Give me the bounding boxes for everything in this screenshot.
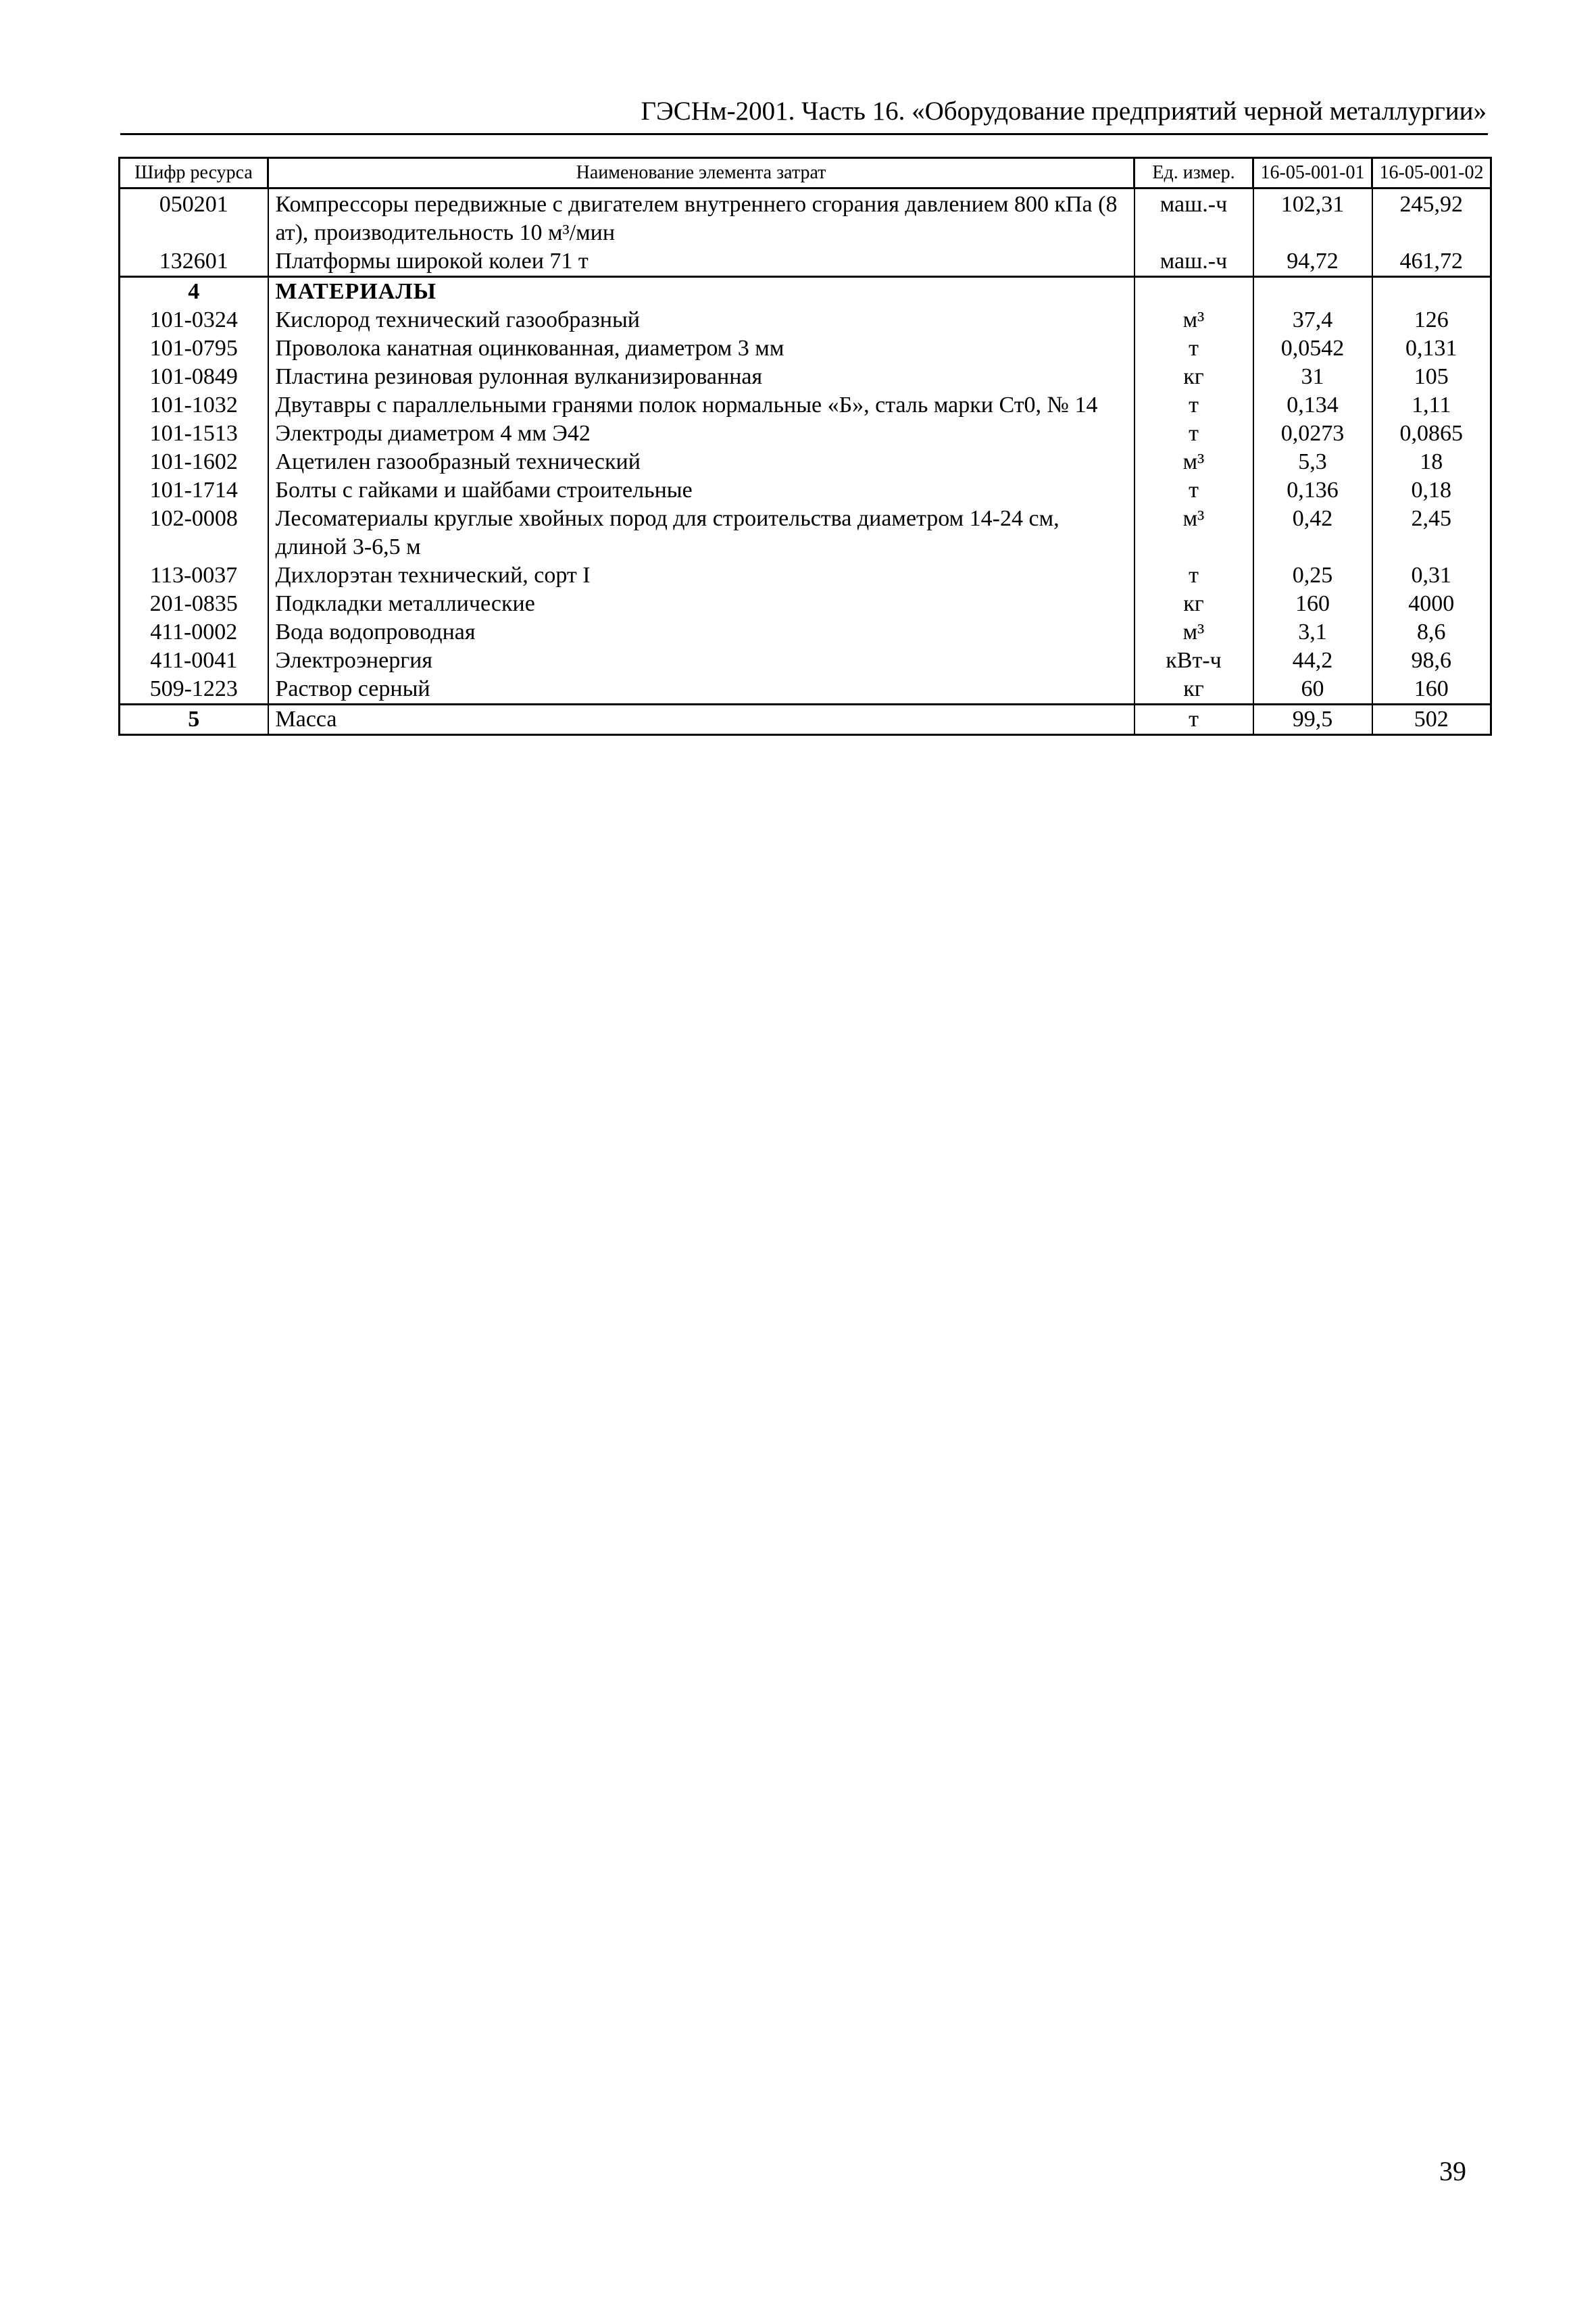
table-row [120,618,1491,647]
value-16-05-001-02: 2,45 [1372,505,1491,561]
resource-unit: т [1134,476,1253,505]
table-row [120,363,1491,391]
table-row [120,306,1491,334]
value-16-05-001-02: 245,92 [1372,188,1491,248]
value-16-05-001-01: 160 [1253,590,1372,618]
value-16-05-001-01: 102,31 [1253,188,1372,248]
table-row [120,647,1491,675]
column-header-name: Наименование элемента затрат [268,158,1134,188]
value-16-05-001-02: 105 [1372,363,1491,391]
resource-unit: кг [1134,675,1253,705]
empty-cell [1372,277,1491,307]
section-row-materials [120,277,1491,307]
resource-code: 411-0041 [120,647,268,675]
value-16-05-001-01: 5,3 [1253,448,1372,476]
resource-code: 113-0037 [120,561,268,590]
table-header-row [120,158,1491,188]
value-16-05-001-01: 0,0542 [1253,334,1372,363]
value-16-05-001-02: 502 [1372,705,1491,735]
column-header-code: Шифр ресурса [120,158,268,188]
value-16-05-001-02: 0,18 [1372,476,1491,505]
value-16-05-001-02: 0,31 [1372,561,1491,590]
section-title: МАТЕРИАЛЫ [268,277,1134,307]
value-16-05-001-01: 3,1 [1253,618,1372,647]
table-row [120,188,1491,248]
value-16-05-001-02: 8,6 [1372,618,1491,647]
table-row [120,476,1491,505]
resource-code: 102-0008 [120,505,268,561]
empty-cell [1134,277,1253,307]
resource-unit: маш.-ч [1134,247,1253,277]
resource-name: Компрессоры передвижные с двигателем внутреннего сгорания давлением 800 кПа (8 ат), производительность 10 м³/мин [268,188,1134,248]
value-16-05-001-01: 99,5 [1253,705,1372,735]
table-row [120,448,1491,476]
resource-unit: м³ [1134,306,1253,334]
resource-code: 101-1032 [120,391,268,420]
resource-name: Ацетилен газообразный технический [268,448,1134,476]
resource-unit: м³ [1134,448,1253,476]
resource-unit: т [1134,334,1253,363]
value-16-05-001-02: 4000 [1372,590,1491,618]
value-16-05-001-01: 37,4 [1253,306,1372,334]
table-row [120,561,1491,590]
page-number: 39 [1439,2156,1466,2186]
resource-code: 101-0324 [120,306,268,334]
resource-unit: т [1134,705,1253,735]
value-16-05-001-02: 0,131 [1372,334,1491,363]
section-row-mass [120,705,1491,735]
resource-code: 101-1602 [120,448,268,476]
column-header-16-05-001-02: 16-05-001-02 [1372,158,1491,188]
value-16-05-001-01: 0,0273 [1253,420,1372,448]
table-row [120,590,1491,618]
resource-unit: м³ [1134,618,1253,647]
empty-cell [1253,277,1372,307]
resource-name: Пластина резиновая рулонная вулканизированная [268,363,1134,391]
resource-unit: т [1134,561,1253,590]
resource-name: Кислород технический газообразный [268,306,1134,334]
resource-code: 101-1714 [120,476,268,505]
resource-name: Двутавры с параллельными гранями полок нормальные «Б», сталь марки Ст0, № 14 [268,391,1134,420]
resource-code: 101-1513 [120,420,268,448]
section-code: 4 [120,277,268,307]
value-16-05-001-02: 461,72 [1372,247,1491,277]
resource-code: 050201 [120,188,268,248]
resource-code: 132601 [120,247,268,277]
resource-code: 201-0835 [120,590,268,618]
resource-unit: кВт-ч [1134,647,1253,675]
resource-name: Болты с гайками и шайбами строительные [268,476,1134,505]
value-16-05-001-02: 160 [1372,675,1491,705]
column-header-unit: Ед. измер. [1134,158,1253,188]
value-16-05-001-01: 0,134 [1253,391,1372,420]
table-row [120,420,1491,448]
resource-name: Дихлорэтан технический, сорт I [268,561,1134,590]
resource-table [118,157,1492,736]
value-16-05-001-01: 31 [1253,363,1372,391]
mass-label: Масса [268,705,1134,735]
resource-name: Лесоматериалы круглые хвойных пород для строительства диаметром 14-24 см, длиной 3-6,5 м [268,505,1134,561]
header-divider [120,133,1488,135]
value-16-05-001-02: 0,0865 [1372,420,1491,448]
resource-name: Вода водопроводная [268,618,1134,647]
value-16-05-001-02: 98,6 [1372,647,1491,675]
value-16-05-001-02: 126 [1372,306,1491,334]
resource-name: Платформы широкой колеи 71 т [268,247,1134,277]
table-row [120,391,1491,420]
resource-code: 101-0795 [120,334,268,363]
resource-unit: кг [1134,363,1253,391]
resource-name: Подкладки металлические [268,590,1134,618]
resource-name: Раствор серный [268,675,1134,705]
value-16-05-001-01: 0,42 [1253,505,1372,561]
value-16-05-001-01: 44,2 [1253,647,1372,675]
resource-unit: маш.-ч [1134,188,1253,248]
page-header-title: ГЭСНм-2001. Часть 16. «Оборудование предприятий черной металлургии» [641,97,1487,126]
value-16-05-001-01: 0,25 [1253,561,1372,590]
resource-name: Проволока канатная оцинкованная, диаметром 3 мм [268,334,1134,363]
resource-unit: кг [1134,590,1253,618]
resource-unit: т [1134,420,1253,448]
value-16-05-001-01: 0,136 [1253,476,1372,505]
resource-code: 411-0002 [120,618,268,647]
section-code: 5 [120,705,268,735]
resource-code: 101-0849 [120,363,268,391]
value-16-05-001-02: 18 [1372,448,1491,476]
resource-unit: м³ [1134,505,1253,561]
value-16-05-001-02: 1,11 [1372,391,1491,420]
table-row [120,247,1491,277]
table-row [120,334,1491,363]
value-16-05-001-01: 94,72 [1253,247,1372,277]
resource-unit: т [1134,391,1253,420]
value-16-05-001-01: 60 [1253,675,1372,705]
resource-code: 509-1223 [120,675,268,705]
table-row [120,675,1491,705]
resource-name: Электроэнергия [268,647,1134,675]
table-row [120,505,1491,561]
column-header-16-05-001-01: 16-05-001-01 [1253,158,1372,188]
resource-name: Электроды диаметром 4 мм Э42 [268,420,1134,448]
